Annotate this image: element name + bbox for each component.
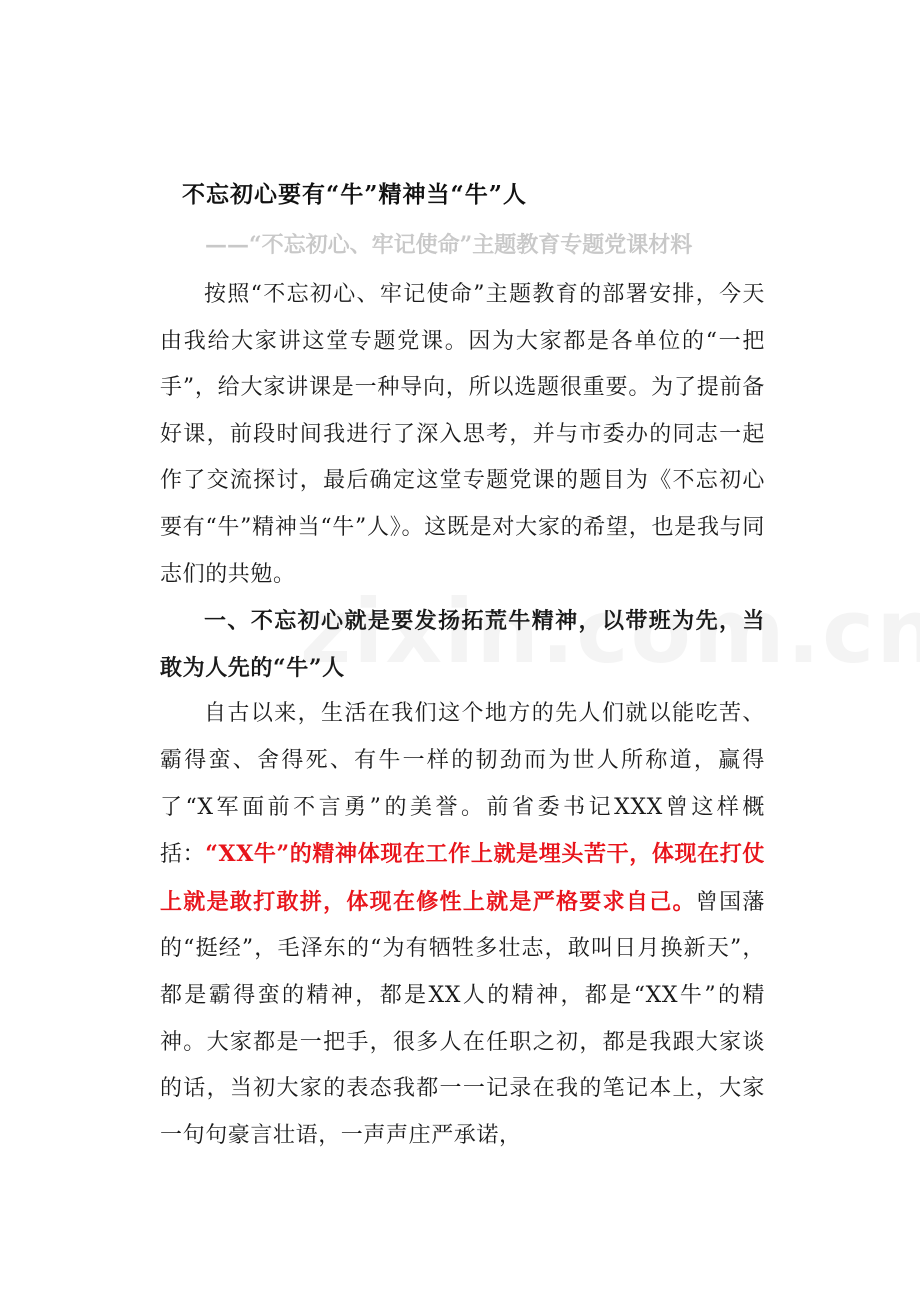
document-body	[160, 272, 765, 1159]
document-title: 不忘初心要有“牛”精神当“牛”人	[182, 181, 527, 208]
document-subtitle: ——“不忘初心、牢记使命”主题教育专题党课材料	[205, 232, 693, 258]
highlighted-quote: “XX牛”的精神体现在工作上就是埋头苦干，体现在打仗上就是敢打敢拼，体现在修性上就是严格要求自己。	[160, 841, 765, 915]
section-1-paragraph	[160, 691, 765, 1159]
paragraph-rest-text: 曾国藩的“挺经”，毛泽东的“为有牺牲多壮志，敢叫日月换新天”，都是霸得蛮的精神，都是XX人的精神，都是“XX牛”的精神。大家都是一把手，很多人在任职之初，都是我跟大家谈的话，当初大家的表态我都一一记录在我的笔记本上，大家一句句豪言壮语，一声声庄严承诺，	[160, 889, 765, 1148]
paragraph-lead-text: 自古以来，生活在我们这个地方的先人们就以能吃苦、霸得蛮、舍得死、有牛一样的韧劲而为世人所称道，赢得了“X军面前不言勇”的美誉。前省委书记XXX曾这样概括：	[160, 701, 765, 868]
intro-paragraph: 按照“不忘初心、牢记使命”主题教育的部署安排，今天由我给大家讲这堂专题党课。因为大家都是各单位的“一把手”，给大家讲课是一种导向，所以选题很重要。为了提前备好课，前段时间我进行了深入思考，并与市委办的同志一起作了交流探讨，最后确定这堂专题党课的题目为《不忘初心要有“牛”精神当“牛”人》。这既是对大家的希望，也是我与同志们的共勉。	[160, 282, 765, 587]
section-heading-1: 一、不忘初心就是要发扬拓荒牛精神，以带班为先，当敢为人先的“牛”人	[160, 608, 765, 681]
